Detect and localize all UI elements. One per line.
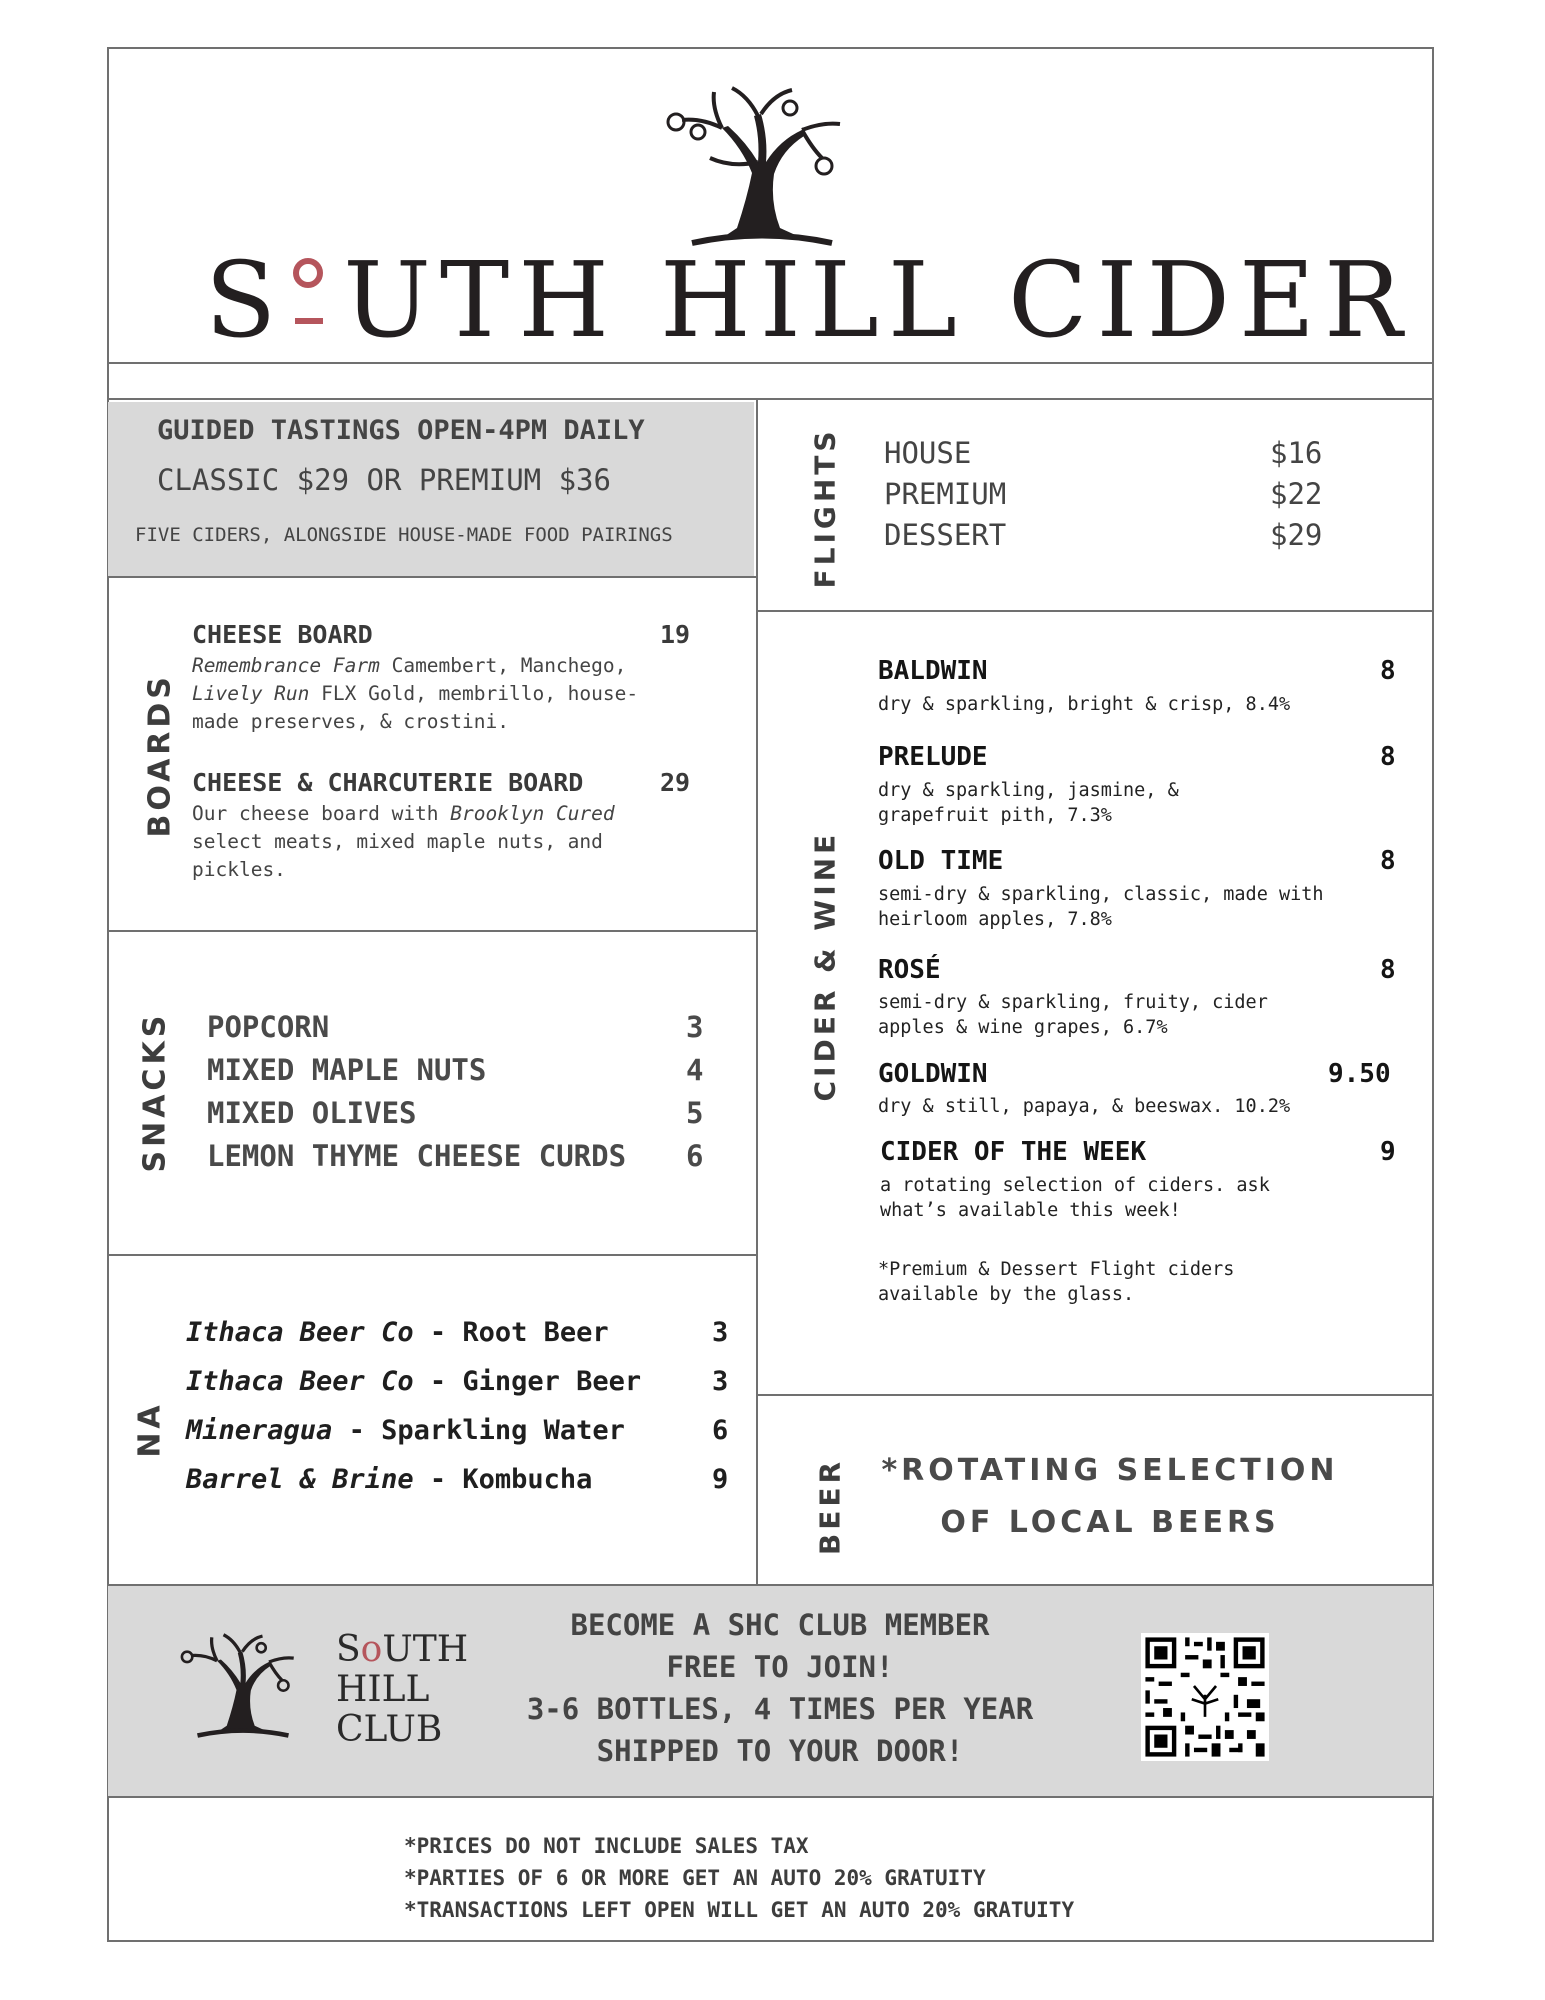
divider [107, 1796, 1434, 1798]
na-price: 6 [712, 1415, 729, 1446]
cider-name: ROSÉ [878, 955, 941, 985]
board-name-charcuterie: CHEESE & CHARCUTERIE BOARD [192, 768, 584, 797]
beer-note: *ROTATING SELECTION OF LOCAL BEERS [881, 1453, 1339, 1540]
na-item: Mineragua - Sparkling Water [186, 1415, 625, 1446]
divider [107, 1254, 757, 1256]
cider-price: 8 [1380, 846, 1396, 876]
na-price: 3 [712, 1366, 729, 1397]
tasting-prices: CLASSIC $29 OR PREMIUM $36 [157, 463, 611, 497]
snack-price: 4 [686, 1053, 704, 1087]
na-item: Ithaca Beer Co - Root Beer [186, 1317, 609, 1348]
qr-code-icon[interactable] [1141, 1633, 1269, 1761]
cider-price: 8 [1380, 955, 1396, 985]
cider-name: CIDER OF THE WEEK [880, 1137, 1147, 1167]
divider [107, 362, 1434, 364]
cider-price: 9.50 [1328, 1059, 1391, 1089]
snack-name: POPCORN [207, 1010, 330, 1044]
brand-title: S UTH HILL CIDER [205, 239, 1412, 361]
cider-desc: dry & sparkling, bright & crisp, 8.4% [878, 694, 1291, 715]
club-tree-logo [178, 1626, 308, 1741]
cider-price: 8 [1380, 742, 1396, 772]
tree-logo [662, 78, 862, 248]
beer-label: BEER [813, 1457, 847, 1556]
flight-price: $22 [1270, 477, 1323, 511]
cider-note: *Premium & Dessert Flight ciders available by the glass. [878, 1259, 1235, 1305]
snack-price: 6 [686, 1139, 704, 1173]
board-price-cheese: 19 [660, 620, 691, 649]
cider-price: 9 [1380, 1137, 1396, 1167]
brand-o-mark [285, 256, 343, 336]
cider-price: 8 [1380, 656, 1396, 686]
snack-name: MIXED OLIVES [207, 1096, 417, 1130]
cider-name: GOLDWIN [878, 1059, 988, 1089]
divider [756, 1394, 1433, 1396]
flight-price: $29 [1270, 518, 1323, 552]
na-price: 9 [712, 1464, 729, 1495]
flight-price: $16 [1270, 436, 1323, 470]
snack-name: MIXED MAPLE NUTS [207, 1053, 487, 1087]
cider-desc: semi-dry & sparkling, classic, made with heirloom apples, 7.8% [878, 884, 1324, 930]
club-brand: SoUTH HILL CLUB [336, 1629, 469, 1750]
snack-name: LEMON THYME CHEESE CURDS [207, 1139, 627, 1173]
board-name-cheese: CHEESE BOARD [192, 620, 373, 649]
cider-name: PRELUDE [878, 742, 988, 772]
cider-name: BALDWIN [878, 656, 988, 686]
flights-label: FLIGHTS [808, 427, 842, 589]
tasting-title: GUIDED TASTINGS OPEN-4PM DAILY [157, 415, 645, 446]
cider-label: CIDER & WINE [808, 830, 842, 1102]
na-item: Barrel & Brine - Kombucha [186, 1464, 593, 1495]
flight-name: HOUSE [884, 436, 972, 470]
cider-desc: semi-dry & sparkling, fruity, cider apples & wine grapes, 6.7% [878, 992, 1268, 1038]
snacks-label: SNACKS [137, 1011, 173, 1173]
divider [756, 610, 1433, 612]
na-price: 3 [712, 1317, 729, 1348]
board-price-charcuterie: 29 [660, 768, 691, 797]
boards-label: BOARDS [142, 673, 178, 838]
board-desc-charcuterie: Our cheese board with Brooklyn Cured select meats, mixed maple nuts, and pickles. [192, 802, 615, 881]
na-item: Ithaca Beer Co - Ginger Beer [186, 1366, 642, 1397]
na-label: NA [132, 1401, 168, 1458]
tasting-note: FIVE CIDERS, ALONGSIDE HOUSE-MADE FOOD PAIRINGS [135, 524, 673, 546]
board-desc-cheese: Remembrance Farm Camembert, Manchego, Lively Run FLX Gold, membrillo, house-made preserves, & crostini. [192, 654, 639, 733]
snack-price: 3 [686, 1010, 704, 1044]
flight-name: PREMIUM [884, 477, 1007, 511]
club-promo: BECOME A SHC CLUB MEMBER FREE TO JOIN! 3-6 BOTTLES, 4 TIMES PER YEAR SHIPPED TO YOUR DOOR! [526, 1608, 1034, 1768]
snack-price: 5 [686, 1096, 704, 1130]
flight-name: DESSERT [884, 518, 1007, 552]
cider-desc: a rotating selection of ciders. ask what’s available this week! [880, 1175, 1270, 1221]
footer-notes: *PRICES DO NOT INCLUDE SALES TAX *PARTIES OF 6 OR MORE GET AN AUTO 20% GRATUITY *TRANSACTIONS LEFT OPEN WILL GET AN AUTO 20% GRATUITY [404, 1834, 1075, 1922]
divider [107, 398, 1434, 400]
divider [107, 930, 757, 932]
cider-desc: dry & still, papaya, & beeswax. 10.2% [878, 1096, 1291, 1117]
cider-desc: dry & sparkling, jasmine, & grapefruit pith, 7.3% [878, 780, 1179, 826]
divider [107, 576, 757, 578]
cider-name: OLD TIME [878, 846, 1004, 876]
